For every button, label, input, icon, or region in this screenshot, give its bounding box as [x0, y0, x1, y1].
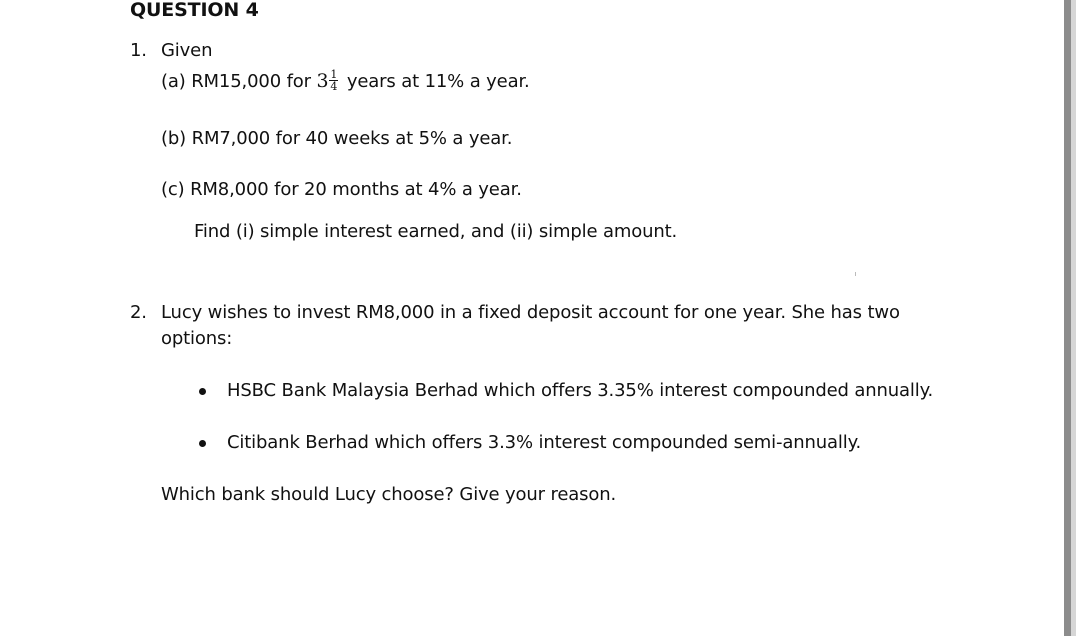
option-citibank: Citibank Berhad which offers 3.3% interest compounded semi-annually.: [227, 432, 862, 453]
question-1b: (b) RM7,000 for 40 weeks at 5% a year.: [161, 128, 513, 149]
question-1a-prefix: (a) RM15,000 for: [161, 71, 317, 92]
question-1-instruction: Find (i) simple interest earned, and (ii) simple amount.: [194, 221, 678, 242]
question-1-number: 1.: [130, 40, 147, 61]
page-edge-shadow: [1064, 0, 1071, 636]
fraction-numerator: 1: [330, 67, 338, 81]
question-1-intro: Given: [161, 40, 213, 61]
question-1a: [161, 67, 530, 94]
question-heading: QUESTION 4: [130, 0, 259, 21]
question-1a-suffix: years at 11% a year.: [341, 71, 530, 92]
page-edge-margin: [1071, 0, 1076, 636]
question-2-line-1: Lucy wishes to invest RM8,000 in a fixed deposit account for one year. She has two: [161, 302, 900, 323]
question-1a-fraction: [329, 69, 338, 92]
scan-speck: [855, 272, 856, 276]
question-2-number: 2.: [130, 302, 147, 323]
question-1a-whole: 3: [316, 70, 329, 92]
question-2-prompt: Which bank should Lucy choose? Give your reason.: [161, 484, 617, 505]
bullet-icon: [199, 388, 206, 395]
fraction-denominator: 4: [330, 79, 338, 93]
question-1c: (c) RM8,000 for 20 months at 4% a year.: [161, 179, 522, 200]
option-hsbc: HSBC Bank Malaysia Berhad which offers 3.35% interest compounded annually.: [227, 380, 934, 401]
bullet-icon: [199, 440, 206, 447]
question-2-line-2: options:: [161, 328, 233, 349]
